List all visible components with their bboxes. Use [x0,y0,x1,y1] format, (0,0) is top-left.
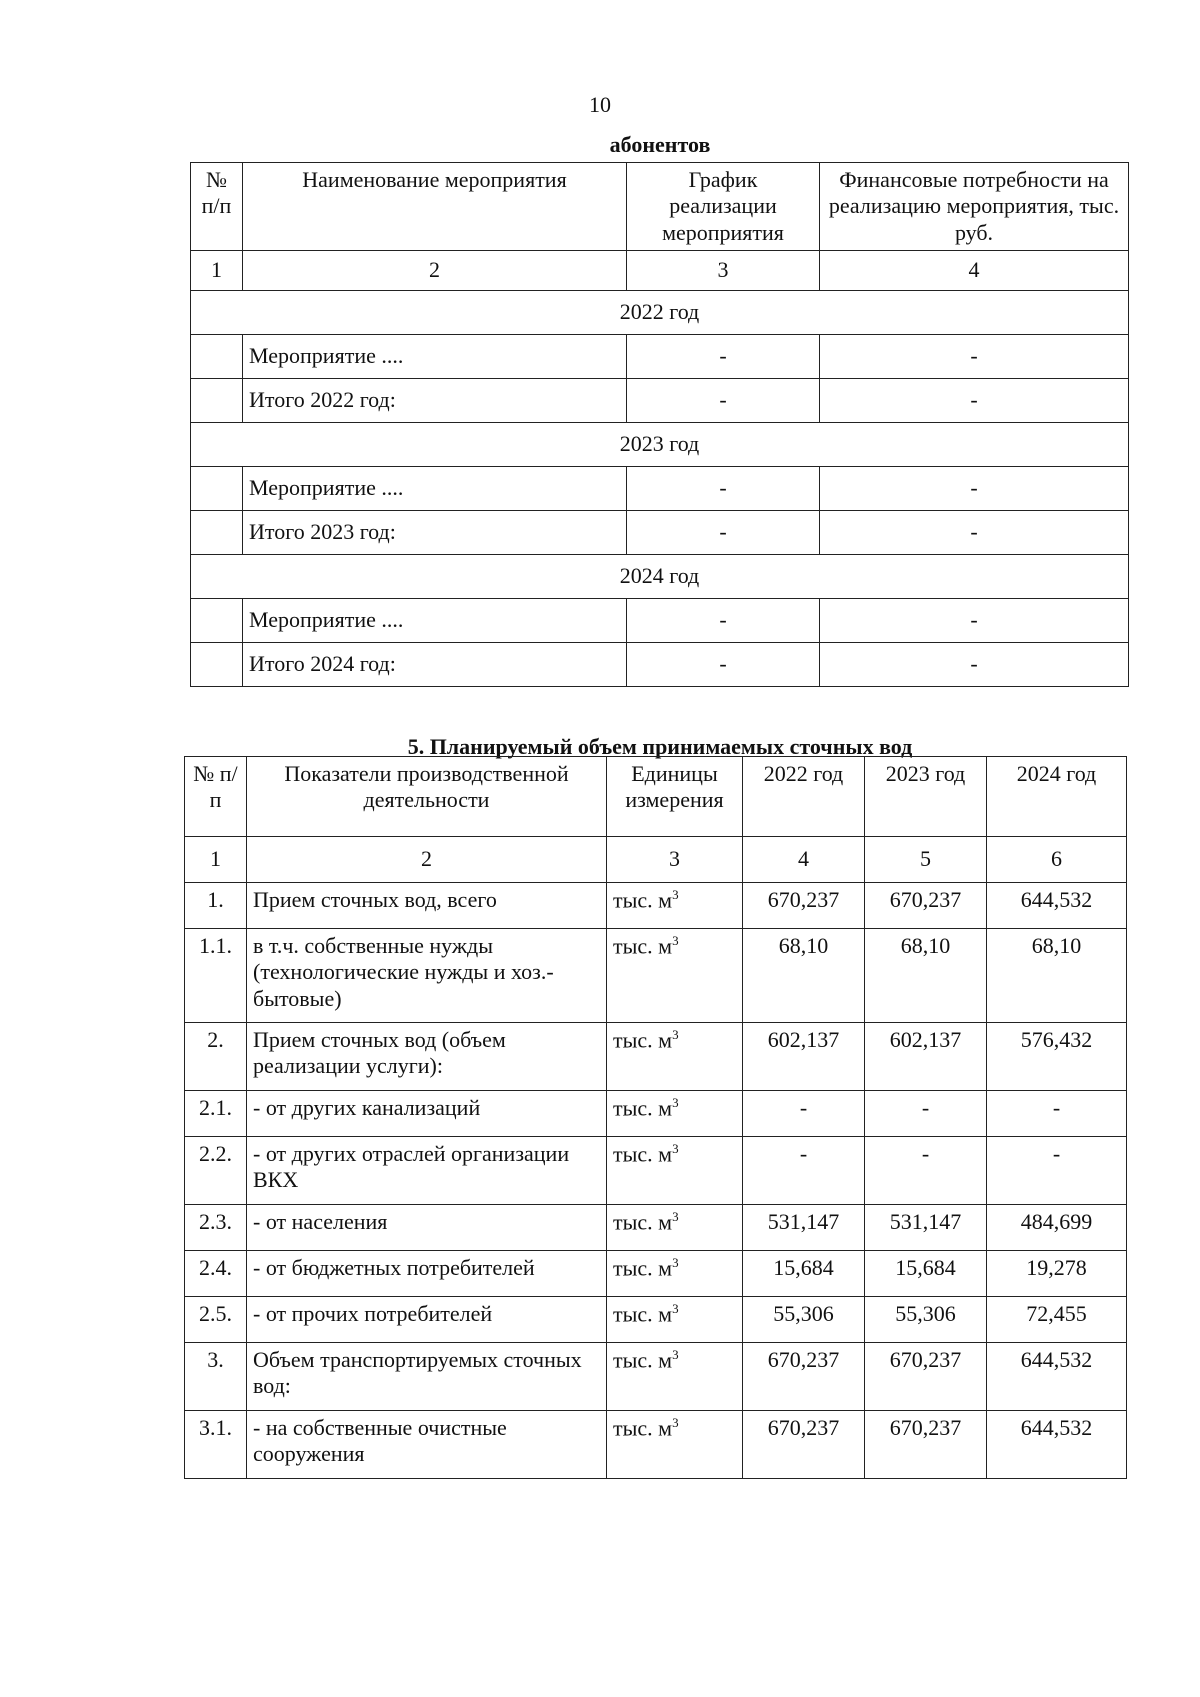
year-label: 2023 год [191,423,1129,467]
number-cell [191,643,243,687]
page-number: 10 [589,92,611,117]
value-2023: - [865,1091,987,1137]
unit-exponent: 3 [672,1027,679,1042]
table-row [185,1205,1127,1251]
unit-cell [607,1343,743,1411]
value-2024: 484,699 [987,1205,1127,1251]
header-2024: 2024 год [987,757,1127,837]
header-2022: 2022 год [743,757,865,837]
value-2024: 576,432 [987,1023,1127,1091]
unit-text: тыс. м [613,1027,673,1053]
unit-text: тыс. м [613,1141,673,1167]
number-cell [191,467,243,511]
finance-value: - [820,599,1129,643]
unit-exponent: 3 [672,1255,679,1270]
finance-value: - [820,467,1129,511]
value-2022: 602,137 [743,1023,865,1091]
value-2023: 670,237 [865,883,987,929]
row-number: 2.5. [185,1297,247,1343]
schedule-value: - [627,467,820,511]
row-number: 2.2. [185,1137,247,1205]
unit-cell [607,1023,743,1091]
finance-value: - [820,511,1129,555]
row-number: 2. [185,1023,247,1091]
unit-cell [607,1205,743,1251]
number-cell [191,599,243,643]
number-cell [191,335,243,379]
row-number: 1. [185,883,247,929]
section2-heading: 5. Планируемый объем принимаемых сточных вод [407,734,913,759]
table-row [191,643,1129,687]
value-2023: 15,684 [865,1251,987,1297]
value-2022: 670,237 [743,883,865,929]
indicator-name: - от бюджетных потребителей [247,1251,607,1297]
table-row [191,599,1129,643]
finance-value: - [820,379,1129,423]
table-row [185,1023,1127,1091]
number-cell [191,511,243,555]
col-number-cell: 2 [247,837,607,883]
year-label: 2024 год [191,555,1129,599]
value-2024: 19,278 [987,1251,1127,1297]
value-2024: - [987,1137,1127,1205]
col-number-cell: 4 [743,837,865,883]
row-number: 2.4. [185,1251,247,1297]
indicator-name: - от других канализаций [247,1091,607,1137]
value-2023: - [865,1137,987,1205]
indicator-name: Прием сточных вод, всего [247,883,607,929]
measure-name: Итого 2022 год: [243,379,627,423]
unit-text: тыс. м [613,1255,673,1281]
value-2024: 644,532 [987,1343,1127,1411]
value-2024: 72,455 [987,1297,1127,1343]
col-number-cell: 3 [607,837,743,883]
value-2022: 68,10 [743,929,865,1023]
value-2024: 68,10 [987,929,1127,1023]
value-2024: 644,532 [987,1411,1127,1479]
unit-text: тыс. м [613,1301,673,1327]
indicator-name: - от прочих потребителей [247,1297,607,1343]
header-schedule: График реализации мероприятия [627,163,820,251]
value-2023: 531,147 [865,1205,987,1251]
row-number: 2.1. [185,1091,247,1137]
table-row [185,929,1127,1023]
year-row [191,291,1129,335]
unit-cell [607,929,743,1023]
unit-exponent: 3 [672,887,679,902]
section1-heading: абонентов [609,132,711,157]
unit-exponent: 3 [672,1141,679,1156]
value-2023: 602,137 [865,1023,987,1091]
table-row [185,883,1127,929]
unit-text: тыс. м [613,887,673,913]
unit-exponent: 3 [672,1347,679,1362]
unit-exponent: 3 [672,1301,679,1316]
unit-cell [607,1091,743,1137]
unit-cell [607,1251,743,1297]
header-measure-name: Наименование мероприятия [243,163,627,251]
row-number: 2.3. [185,1205,247,1251]
header-finance: Финансовые потребности на реализацию мероприятия, тыс. руб. [820,163,1129,251]
unit-exponent: 3 [672,1095,679,1110]
value-2024: - [987,1091,1127,1137]
measure-name: Мероприятие .... [243,467,627,511]
header-2023: 2023 год [865,757,987,837]
table-row [191,511,1129,555]
measure-name: Итого 2024 год: [243,643,627,687]
col-number-cell: 2 [243,251,627,291]
table-row [185,1137,1127,1205]
schedule-value: - [627,599,820,643]
data-rows [185,883,1127,1479]
value-2022: - [743,1091,865,1137]
column-numbers-row [191,251,1129,291]
table-header-row [191,163,1129,251]
unit-text: тыс. м [613,1347,673,1373]
table-row [191,467,1129,511]
indicator-name: Объем транспортируемых сточных вод: [247,1343,607,1411]
table-row [185,1091,1127,1137]
col-number-cell: 5 [865,837,987,883]
measure-name: Мероприятие .... [243,599,627,643]
number-cell [191,379,243,423]
year-row [191,423,1129,467]
wastewater-volume-table [184,756,1127,1479]
unit-exponent: 3 [672,933,679,948]
unit-exponent: 3 [672,1209,679,1224]
indicator-name: - на собственные очистные сооружения [247,1411,607,1479]
unit-exponent: 3 [672,1415,679,1430]
table-row [185,1297,1127,1343]
schedule-value: - [627,643,820,687]
col-number-cell: 4 [820,251,1129,291]
table-row [191,335,1129,379]
unit-cell [607,1297,743,1343]
col-number-cell: 6 [987,837,1127,883]
unit-text: тыс. м [613,1095,673,1121]
table-row [185,1251,1127,1297]
indicator-name: Прием сточных вод (объем реализации услуги): [247,1023,607,1091]
value-2022: 55,306 [743,1297,865,1343]
row-number: 3. [185,1343,247,1411]
unit-cell [607,1137,743,1205]
column-numbers-row [185,837,1127,883]
schedule-value: - [627,379,820,423]
unit-cell [607,883,743,929]
value-2022: 670,237 [743,1411,865,1479]
indicator-name: - от других отраслей организации ВКХ [247,1137,607,1205]
table-row [185,1411,1127,1479]
value-2023: 68,10 [865,929,987,1023]
value-2022: 531,147 [743,1205,865,1251]
year-row [191,555,1129,599]
measure-name: Итого 2023 год: [243,511,627,555]
value-2023: 670,237 [865,1411,987,1479]
finance-value: - [820,643,1129,687]
unit-text: тыс. м [613,1209,673,1235]
indicator-name: - от населения [247,1205,607,1251]
schedule-value: - [627,335,820,379]
table-header-row [185,757,1127,837]
table-row [185,1343,1127,1411]
col-number-cell: 1 [185,837,247,883]
value-2024: 644,532 [987,883,1127,929]
unit-text: тыс. м [613,1415,673,1441]
value-2022: - [743,1137,865,1205]
value-2023: 55,306 [865,1297,987,1343]
unit-text: тыс. м [613,933,673,959]
row-number: 3.1. [185,1411,247,1479]
row-number: 1.1. [185,929,247,1023]
value-2022: 15,684 [743,1251,865,1297]
unit-cell [607,1411,743,1479]
indicator-name: в т.ч. собственные нужды (технологические нужды и хоз.-бытовые) [247,929,607,1023]
measure-name: Мероприятие .... [243,335,627,379]
table-row [191,379,1129,423]
col-number-cell: 3 [627,251,820,291]
year-label: 2022 год [191,291,1129,335]
header-number: № п/п [191,163,243,251]
col-number-cell: 1 [191,251,243,291]
value-2023: 670,237 [865,1343,987,1411]
header-units: Единицы измерения [607,757,743,837]
header-number: № п/п [185,757,247,837]
header-indicator: Показатели производственной деятельности [247,757,607,837]
measures-table [190,162,1129,687]
value-2022: 670,237 [743,1343,865,1411]
schedule-value: - [627,511,820,555]
finance-value: - [820,335,1129,379]
